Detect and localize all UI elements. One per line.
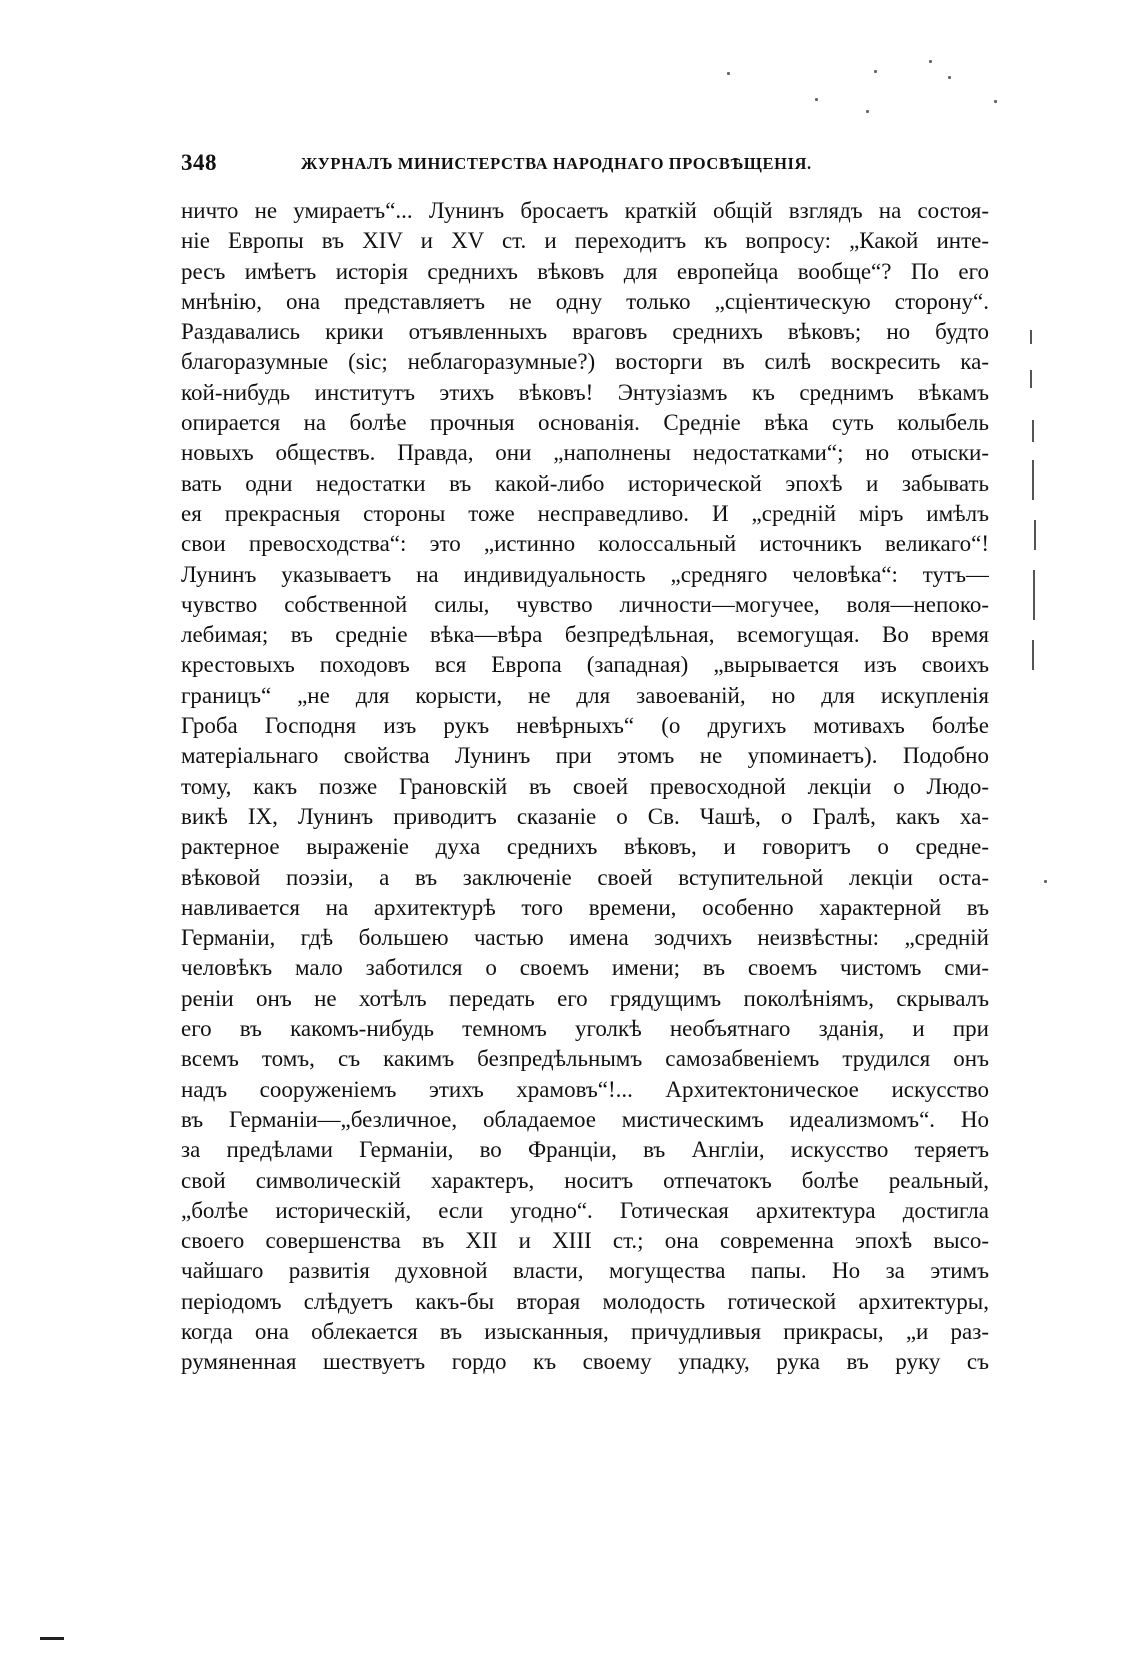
text-line: когда она облекается въ изысканныя, причудливыя прикрасы, „и раз- xyxy=(181,1318,989,1344)
text-line: опирается на болѣе прочныя основанія. Средніе вѣка суть колыбель xyxy=(181,410,989,436)
body-text xyxy=(181,196,989,1378)
text-line: своего совершенства въ XII и XIII ст.; она современна эпохѣ высо- xyxy=(181,1228,989,1254)
text-line: румяненная шествуетъ гордо къ своему упадку, рука въ руку съ xyxy=(181,1349,989,1375)
text-line: Гроба Господня изъ рукъ невѣрныхъ“ (о другихъ мотивахъ болѣе xyxy=(181,713,989,739)
text-line: благоразумные (sic; неблагоразумные?) восторги въ силѣ воскресить ка- xyxy=(181,349,989,375)
text-line: вать одни недостатки въ какой-либо исторической эпохѣ и забывать xyxy=(181,470,989,496)
text-line: ничто не умираетъ“... Лунинъ бросаетъ краткій общій взглядъ на состоя- xyxy=(181,198,989,223)
text-line: лебимая; въ средніе вѣка—вѣра безпредѣльная, всемогущая. Во время xyxy=(181,622,989,648)
text-line: человѣкъ мало заботился о своемъ имени; въ своемъ чистомъ сми- xyxy=(181,955,989,981)
text-line: чайшаго развитія духовной власти, могущества папы. Но за этимъ xyxy=(181,1258,989,1284)
text-line: чувство собственной силы, чувство личности—могучее, воля—непоко- xyxy=(181,591,989,617)
text-line: ресъ имѣетъ исторія среднихъ вѣковъ для европейца вообще“? По его xyxy=(181,258,989,284)
page-edge-mark xyxy=(40,1637,64,1640)
text-line: Раздавались крики отъявленныхъ враговъ среднихъ вѣковъ; но будто xyxy=(181,319,989,345)
text-line: свои превосходства“: это „истинно колоссальный источникъ великаго“! xyxy=(181,531,989,557)
text-line: въ Германіи—„безличное, обладаемое мистическимъ идеализмомъ“. Но xyxy=(181,1106,989,1132)
text-line: его въ какомъ-нибудь темномъ уголкѣ необъятнаго зданія, и при xyxy=(181,1016,989,1042)
text-line: рактерное выраженіе духа среднихъ вѣковъ, и говоритъ о средне- xyxy=(181,834,989,860)
text-line: Лунинъ указываетъ на индивидуальность „средняго человѣка“: тутъ— xyxy=(181,561,989,587)
text-line: новыхъ обществъ. Правда, они „наполнены недостатками“; но отыски- xyxy=(181,440,989,466)
text-line: за предѣлами Германіи, во Франціи, въ Англіи, искусство теряетъ xyxy=(181,1137,989,1163)
text-line: ніе Европы въ XIV и XV ст. и переходитъ къ вопросу: „Какой инте- xyxy=(181,228,989,254)
text-line: навливается на архитектурѣ того времени, особенно характерной въ xyxy=(181,894,989,920)
text-line: всемъ томъ, съ какимъ безпредѣльнымъ самозабвеніемъ трудился онъ xyxy=(181,1046,989,1072)
text-line: Германіи, гдѣ большею частью имена зодчихъ неизвѣстны: „средній xyxy=(181,925,989,951)
text-line: вѣковой поэзіи, а въ заключеніе своей вступительной лекціи оста- xyxy=(181,864,989,890)
margin-scan-marks xyxy=(1030,330,1050,690)
text-line: кой-нибудь институтъ этихъ вѣковъ! Энтузіазмъ къ среднимъ вѣкамъ xyxy=(181,379,989,405)
running-head xyxy=(181,150,989,180)
text-line: свой символическій характеръ, носитъ отпечатокъ болѣе реальный, xyxy=(181,1167,989,1193)
journal-title: ЖУРНАЛЪ МИНИСТЕРСТВА НАРОДНАГО ПРОСВѢЩЕНІЯ. xyxy=(301,154,812,173)
text-line: крестовыхъ походовъ вся Европа (западная) „вырывается изъ своихъ xyxy=(181,652,989,678)
text-line: матеріальнаго свойства Лунинъ при этомъ не упоминаетъ). Подобно xyxy=(181,743,989,769)
text-line: надъ сооруженіемъ этихъ храмовъ“!... Архитектоническое искусство xyxy=(181,1076,989,1102)
page-number: 348 xyxy=(181,150,217,175)
text-line: мнѣнію, она представляетъ не одну только „сціентическую сторону“. xyxy=(181,288,989,314)
text-line: реніи онъ не хотѣлъ передать его грядущимъ поколѣніямъ, скрывалъ xyxy=(181,985,989,1011)
text-line: „болѣе историческій, если угодно“. Готическая архитектура достигла xyxy=(181,1197,989,1223)
text-line: викѣ IX, Лунинъ приводитъ сказаніе о Св. Чашѣ, о Гралѣ, какъ ха- xyxy=(181,803,989,829)
text-line: границъ“ „не для корысти, не для завоеваній, но для искупленія xyxy=(181,682,989,708)
text-line: ея прекрасныя стороны тоже несправедливо. И „средній міръ имѣлъ xyxy=(181,500,989,526)
text-line: тому, какъ позже Грановскій въ своей превосходной лекціи о Людо- xyxy=(181,773,989,799)
text-line: періодомъ слѣдуетъ какъ-бы вторая молодость готической архитектуры, xyxy=(181,1288,989,1314)
